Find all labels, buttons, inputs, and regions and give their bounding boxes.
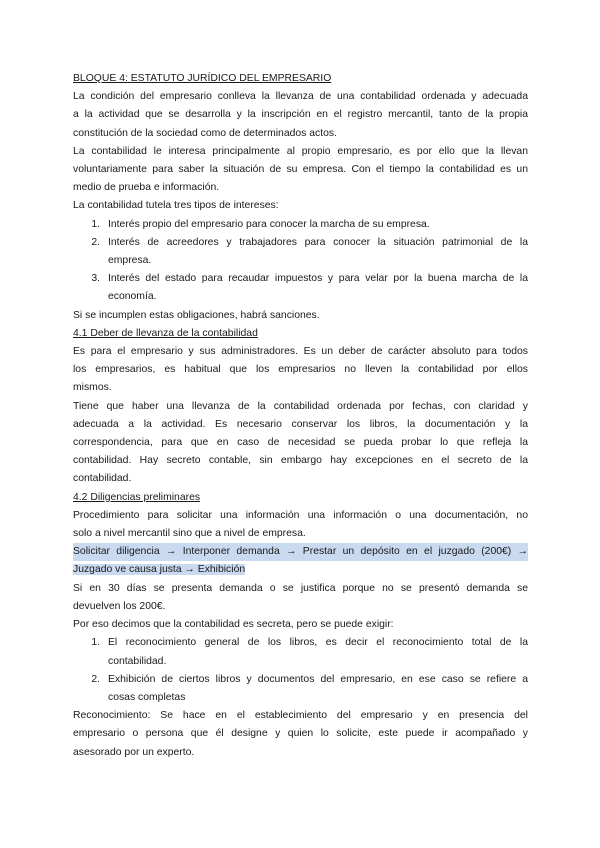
list-item [73,634,528,652]
interest-paragraph [73,143,528,198]
highlighted-line: Juzgado ve causa justa → Exhibición [73,564,246,576]
highlighted-line-wrapper [73,561,528,579]
section-41-paragraph-2 [73,398,528,489]
section-42-paragraph-2 [73,580,528,616]
list-item-text: Exhibición de ciertos libros y documentos del empresario, en ese caso se refiere a [108,673,528,685]
list-item [73,270,528,288]
list-item-text: Interés del estado para recaudar impuestos y para velar por la buena marcha de la [108,273,528,285]
paragraph-line: Procedimiento para solicitar una información una información o una documentación, no [73,509,528,521]
list-number: 2. [91,673,100,685]
list-number: 2. [91,236,100,248]
paragraph-line: adecuada a la actividad. Es necesario conservar los libros, la documentación y la [73,418,528,430]
interests-list [73,216,528,307]
list-item-continuation: empresa. [108,255,152,267]
paragraph-line: empresario o persona que él designe y quien lo solicite, este puede ir acompañado y [73,728,528,740]
list-item-text: Interés de acreedores y trabajadores para conocer la situación patrimonial de la [108,236,528,248]
paragraph-line: La condición del empresario conlleva la llevanza de una contabilidad ordenada y adecuada [73,91,528,103]
list-item-continuation: cosas completas [108,691,186,703]
paragraph-line: constitución de la sociedad como de determinados actos. [73,127,337,139]
paragraph-line: contabilidad. Hay secreto contable, sin embargo hay excepciones en el secreto de la [73,455,528,467]
paragraph-line: Si en 30 días se presenta demanda o se justifica porque no se presentó demanda se [73,582,528,594]
list-number: 3. [91,273,100,285]
list-item-continuation: contabilidad. [108,655,167,667]
section-41-heading: 4.1 Deber de llevanza de la contabilidad [73,327,258,339]
sanciones-line: Si se incumplen estas obligaciones, habrá sanciones. [73,309,320,321]
paragraph-line: asesorado por un experto. [73,746,195,758]
document-title: BLOQUE 4: ESTATUTO JURÍDICO DEL EMPRESARIO [73,73,332,84]
exigir-list [73,634,528,707]
intro-paragraph [73,88,528,143]
list-item-text: Interés propio del empresario para conocer la marcha de su empresa. [108,218,430,230]
procedure-highlight [73,543,528,579]
list-number: 1. [91,218,100,230]
paragraph-line: La contabilidad le interesa principalmente al propio empresario, es por ello que la llevan [73,145,528,157]
paragraph-line: a la actividad que se desarrolla y la inscripción en el registro mercantil, tanto de la propia [73,109,528,121]
section-41-paragraph-1 [73,343,528,398]
section-42-paragraph-1 [73,507,528,543]
list-item [73,234,528,252]
paragraph-line: contabilidad. [73,473,132,485]
paragraph-line: medio de prueba e información. [73,182,220,194]
paragraph-line: voluntariamente para saber la situación de su empresa. Con el tiempo la contabilidad es un [73,164,528,176]
list-number: 1. [91,637,100,649]
paragraph-line: solo a nivel mercantil sino que a nivel de empresa. [73,528,306,540]
paragraph-line: Es para el empresario y sus administradores. Es un deber de carácter absoluto para todos [73,346,528,358]
list-item-text: El reconocimiento general de los libros, es decir el reconocimiento total de la [108,637,528,649]
section-42-heading: 4.2 Diligencias preliminares [73,491,201,503]
paragraph-line: mismos. [73,382,112,394]
paragraph-line: correspondencia, para que en caso de necesidad se pueda probar lo que refleja la [73,437,528,449]
paragraph-line: devuelven los 200€. [73,600,166,612]
list-item-continuation: economía. [108,291,157,303]
list-item [73,671,528,689]
highlighted-line: Solicitar diligencia → Interponer demanda → Prestar un depósito en el juzgado (200€) → [73,543,528,561]
tutela-line: La contabilidad tutela tres tipos de intereses: [73,200,279,212]
section-42-paragraph-3: Por eso decimos que la contabilidad es secreta, pero se puede exigir: [73,619,394,631]
list-item [73,216,528,234]
section-42-paragraph-4 [73,707,528,762]
paragraph-line: Tiene que haber una llevanza de la contabilidad ordenada por fechas, con claridad y [73,400,528,412]
paragraph-line: Reconocimiento: Se hace en el establecimiento del empresario y en presencia del [73,710,528,722]
paragraph-line: los empresarios, es habitual que los empresarios no lleven la contabilidad por ellos [73,364,528,376]
